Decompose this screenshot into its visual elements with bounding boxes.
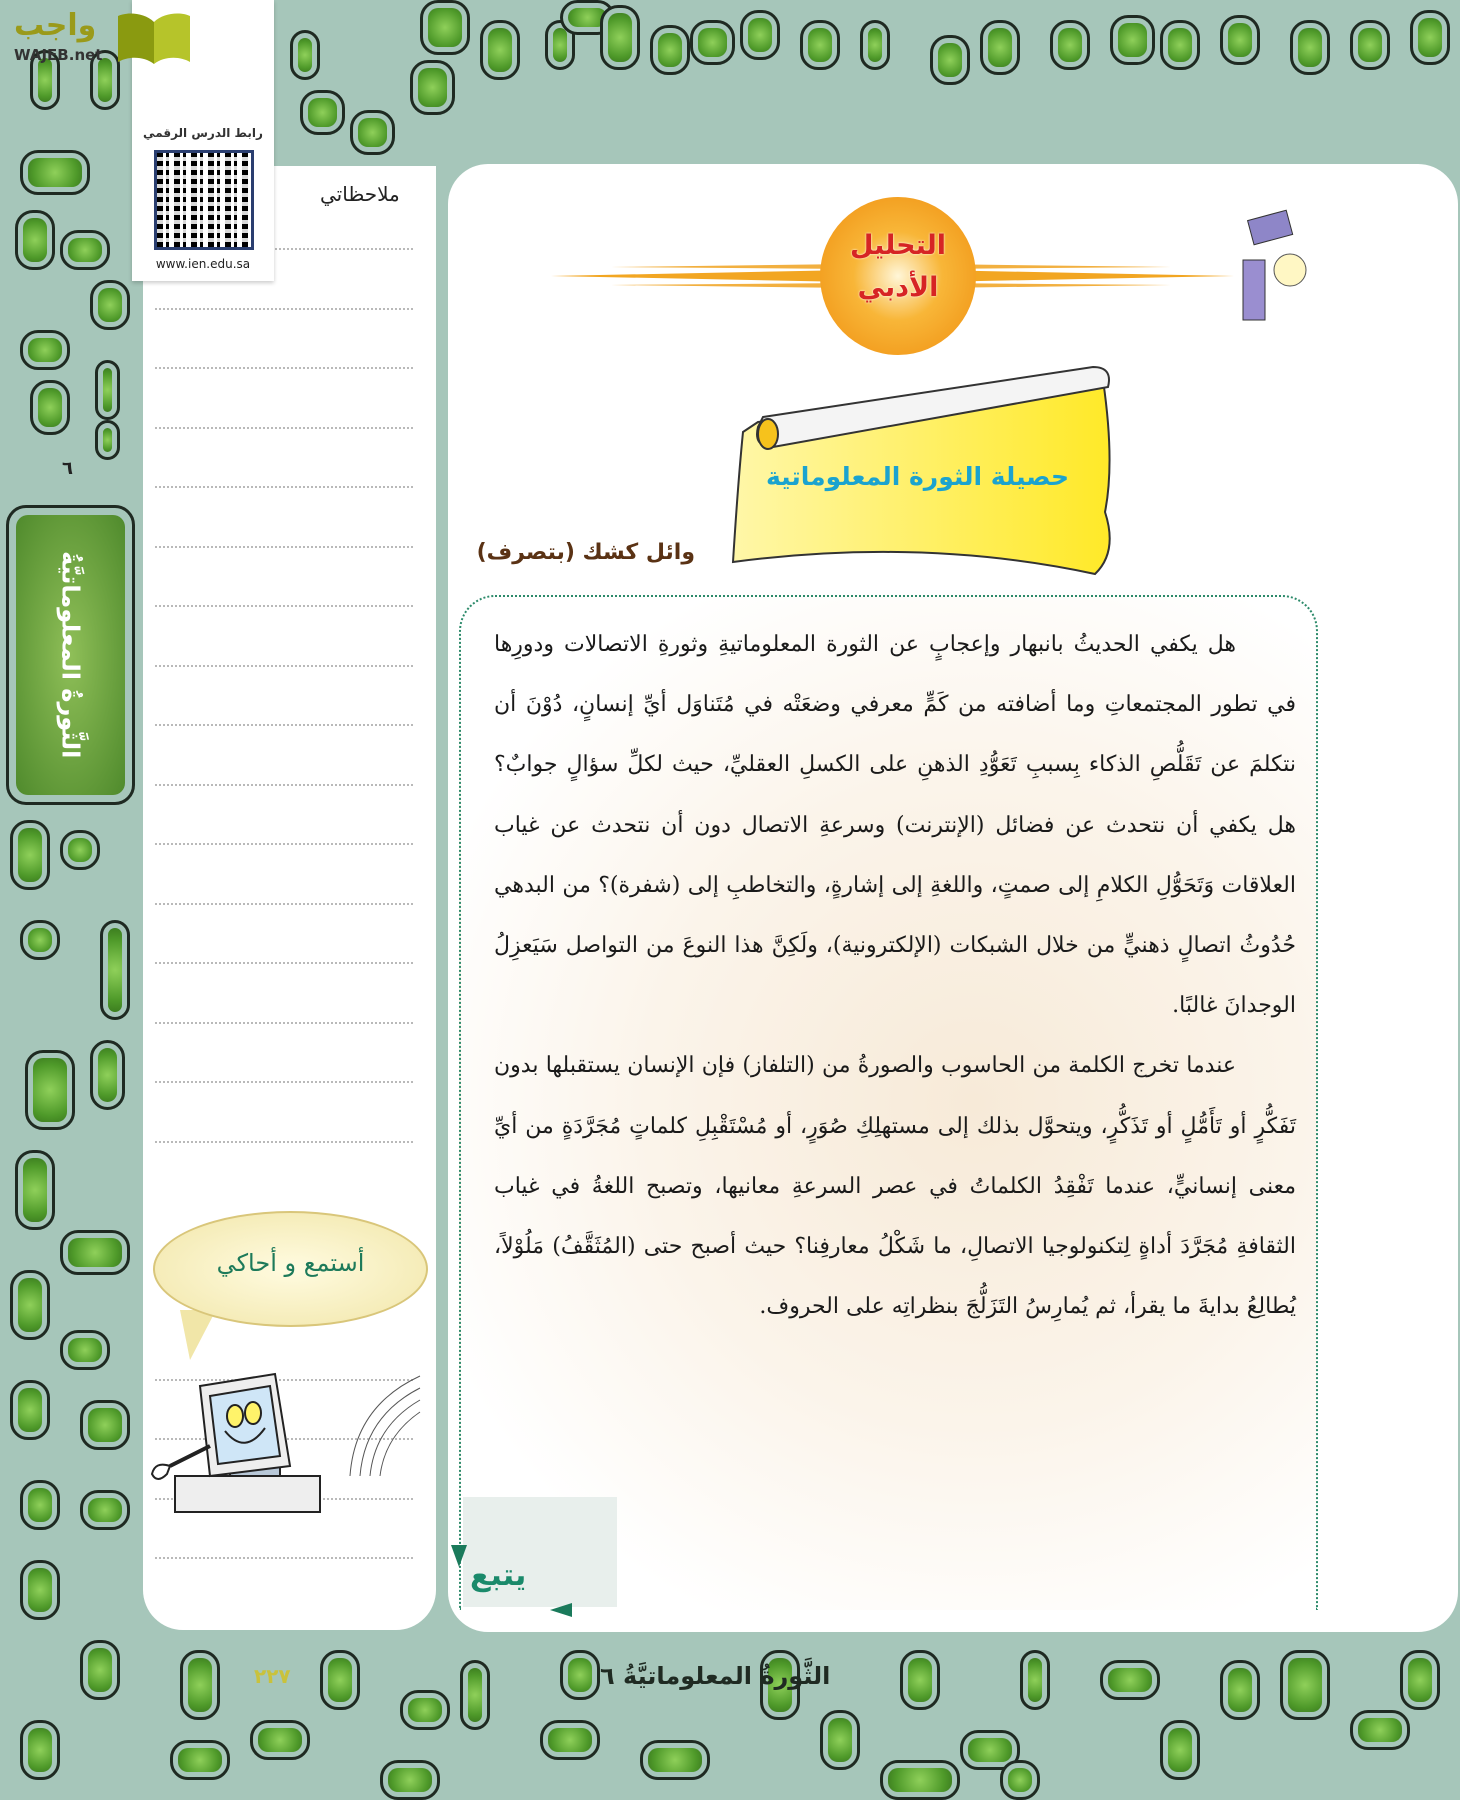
decorative-pill	[650, 25, 690, 75]
article-body	[494, 615, 1296, 1337]
continue-label[interactable]: يتبع	[470, 1558, 527, 1593]
note-line[interactable]	[155, 665, 413, 667]
note-line[interactable]	[155, 724, 413, 726]
decorative-pill	[1290, 20, 1330, 75]
wajeb-watermark-logo	[6, 8, 186, 68]
section-badge	[820, 197, 976, 355]
decorative-pill	[460, 1660, 490, 1730]
qr-label: رابط الدرس الرقمي	[143, 126, 263, 140]
computer-mascot-icon	[150, 1366, 430, 1516]
decorative-pill	[880, 1760, 960, 1800]
note-line[interactable]	[155, 486, 413, 488]
note-line[interactable]	[155, 1081, 413, 1083]
speech-bubble-tail	[180, 1310, 216, 1360]
footer-unit-title: الثَّورةُ المعلوماتيَّةُ ٦	[600, 1662, 831, 1690]
decorative-pill	[560, 1650, 600, 1700]
decorative-pill	[20, 1720, 60, 1780]
decorative-pill	[20, 1480, 60, 1530]
decorative-pill	[540, 1720, 600, 1760]
note-line[interactable]	[155, 962, 413, 964]
note-line[interactable]	[155, 367, 413, 369]
decorative-pill	[60, 830, 100, 870]
decorative-pill	[1160, 1720, 1200, 1780]
qr-code[interactable]	[154, 150, 254, 250]
badge-line-1: التحليل	[849, 230, 947, 261]
decorative-pill	[860, 20, 890, 70]
lesson-author: وائل كشك (بتصرف)	[476, 540, 695, 565]
decorative-pill	[380, 1760, 440, 1800]
unit-number: ٦	[62, 458, 73, 479]
decorative-pill	[95, 420, 120, 460]
decorative-pill	[250, 1720, 310, 1760]
decorative-pill	[1400, 1650, 1440, 1710]
decorative-pill	[410, 60, 455, 115]
decorative-pill	[480, 20, 520, 80]
decorative-pill	[420, 0, 470, 55]
decorative-pill	[20, 330, 70, 370]
note-line[interactable]	[155, 843, 413, 845]
logo-latin-text: WAJEB.net	[14, 46, 103, 64]
listen-imitate-label: أستمع و أحاكي	[216, 1249, 365, 1277]
arrow-left-icon	[550, 1603, 572, 1617]
note-line[interactable]	[155, 427, 413, 429]
decorative-pill	[100, 920, 130, 1020]
decorative-pill	[640, 1740, 710, 1780]
decorative-pill	[95, 360, 120, 420]
unit-side-tab-title: الثَّورةُ المعلوماتيَّةُ	[56, 551, 85, 759]
note-line[interactable]	[155, 1141, 413, 1143]
badge-line-2: الأدبي	[857, 272, 939, 303]
decorative-pill	[20, 1560, 60, 1620]
decorative-pill	[800, 20, 840, 70]
decorative-pill	[1100, 1660, 1160, 1700]
speech-bubble[interactable]	[153, 1211, 428, 1327]
decorative-pill	[1110, 15, 1155, 65]
decorative-pill	[300, 90, 345, 135]
decorative-pill	[980, 20, 1020, 75]
notes-title: ملاحظاتي	[320, 182, 400, 206]
decorative-pill	[350, 110, 395, 155]
decorative-pill	[60, 1330, 110, 1370]
decorative-pill	[1050, 20, 1090, 70]
decorative-pill	[740, 10, 780, 60]
decorative-pill	[10, 1380, 50, 1440]
decorative-pill	[60, 1230, 130, 1275]
decorative-pill	[180, 1650, 220, 1720]
decorative-pill	[60, 230, 110, 270]
lesson-title: حصيلة الثورة المعلوماتية	[766, 462, 1069, 491]
decorative-pill	[290, 30, 320, 80]
decorative-pill	[80, 1400, 130, 1450]
decorative-pill	[10, 820, 50, 890]
decorative-pill	[15, 1150, 55, 1230]
decorative-pill	[80, 1640, 120, 1700]
unit-side-tab	[6, 505, 135, 805]
decorative-pill	[90, 1040, 125, 1110]
decorative-pill	[20, 150, 90, 195]
decorative-pill	[400, 1690, 450, 1730]
decorative-pill	[25, 1050, 75, 1130]
note-line[interactable]	[155, 784, 413, 786]
qr-url[interactable]: www.ien.edu.sa	[155, 257, 251, 271]
decorative-pill	[10, 1270, 50, 1340]
logo-arabic-text: واجب	[14, 8, 97, 43]
decorative-pill	[15, 210, 55, 270]
decorative-pill	[1350, 1710, 1410, 1750]
panel-divider	[436, 190, 448, 1630]
decorative-pill	[20, 920, 60, 960]
note-line[interactable]	[155, 546, 413, 548]
decorative-pill	[1220, 1660, 1260, 1720]
note-line[interactable]	[155, 1557, 413, 1559]
decorative-pill	[1220, 15, 1260, 65]
article-paragraph: هل يكفي الحديثُ بانبهار وإعجابٍ عن الثورة المعلوماتيةِ وثورةِ الاتصالات ودورِها في تطور المجتمعاتِ وما أضافته من كَمٍّ معرفي وضعَتْه في مُتَناوَل أيِّ إنسانٍ، دُوْنَ أن نتكلمَ عن تَقَلُّصِ الذكاء بِسببِ تَعَوُّدِ الذهنِ على الكسلِ العقليِّ، حيث لكلِّ سؤالٍ جوابٌ؟ هل يكفي أن نتحدث عن فضائل (الإنترنت) وسرعةِ الاتصال دون أن نتحدث عن غياب العلاقات وَتَحَوُّلِ الكلامِ إلى صمتٍ، واللغةِ إلى إشارةٍ، والتخاطبِ إلى (شفرة)؟ من البدهي حُدُوثُ اتصالٍ ذهنيٍّ من خلال الشبكات (الإلكترونية)، ولَكِنَّ هذا النوعَ من التواصل سَيَعزِلُ الوجدانَ غالبًا.	[494, 632, 1296, 1019]
note-line[interactable]	[155, 308, 413, 310]
decorative-pill	[600, 5, 640, 70]
decorative-pill	[90, 280, 130, 330]
open-book-icon	[116, 10, 192, 66]
note-line[interactable]	[155, 903, 413, 905]
decorative-pill	[1280, 1650, 1330, 1720]
decorative-pill	[930, 35, 970, 85]
decorative-pill	[320, 1650, 360, 1710]
decorative-pill	[1160, 20, 1200, 70]
decorative-pill	[30, 380, 70, 435]
decorative-pill	[900, 1650, 940, 1710]
decorative-pill	[170, 1740, 230, 1780]
puzzle-lightbulb-icon	[1235, 205, 1315, 335]
note-line[interactable]	[155, 605, 413, 607]
page-number: ٢٢٧	[254, 1664, 291, 1688]
note-line[interactable]	[155, 1022, 413, 1024]
article-paragraph: عندما تخرج الكلمة من الحاسوب والصورةُ من (التلفاز) فإن الإنسان يستقبلها بدون تَفَكُّرٍ أو تَأَمُّلٍ أو تَذَكُّرٍ، ويتحوَّل بذلك إلى مستهلِكِ صُوَرٍ، أو مُسْتَقْبِلِ كلماتٍ مُجَرَّدَةٍ من أيِّ معنى إنسانيٍّ، عندما تَفْقِدُ الكلماتُ في عصر السرعةِ معانيها، وتصبح اللغةُ في غياب الثقافةِ مُجَرَّدَ أداةٍ لِتكنولوجيا الاتصالِ، ما شَكْلُ معارفِنا؟ حيث أصبح حتى (المُثَقَّفُ) مَلُوْلاً، يُطالِعُ بدايةَ ما يقرأ، ثم يُمارِسُ التَزَلُّجَ بنظراتِه على الحروف.	[494, 1053, 1296, 1320]
decorative-pill	[1410, 10, 1450, 65]
arrow-down-icon	[451, 1545, 467, 1567]
decorative-pill	[1350, 20, 1390, 70]
decorative-pill	[80, 1490, 130, 1530]
decorative-pill	[820, 1710, 860, 1770]
decorative-pill	[690, 20, 735, 65]
decorative-pill	[1020, 1650, 1050, 1710]
decorative-pill	[1000, 1760, 1040, 1800]
